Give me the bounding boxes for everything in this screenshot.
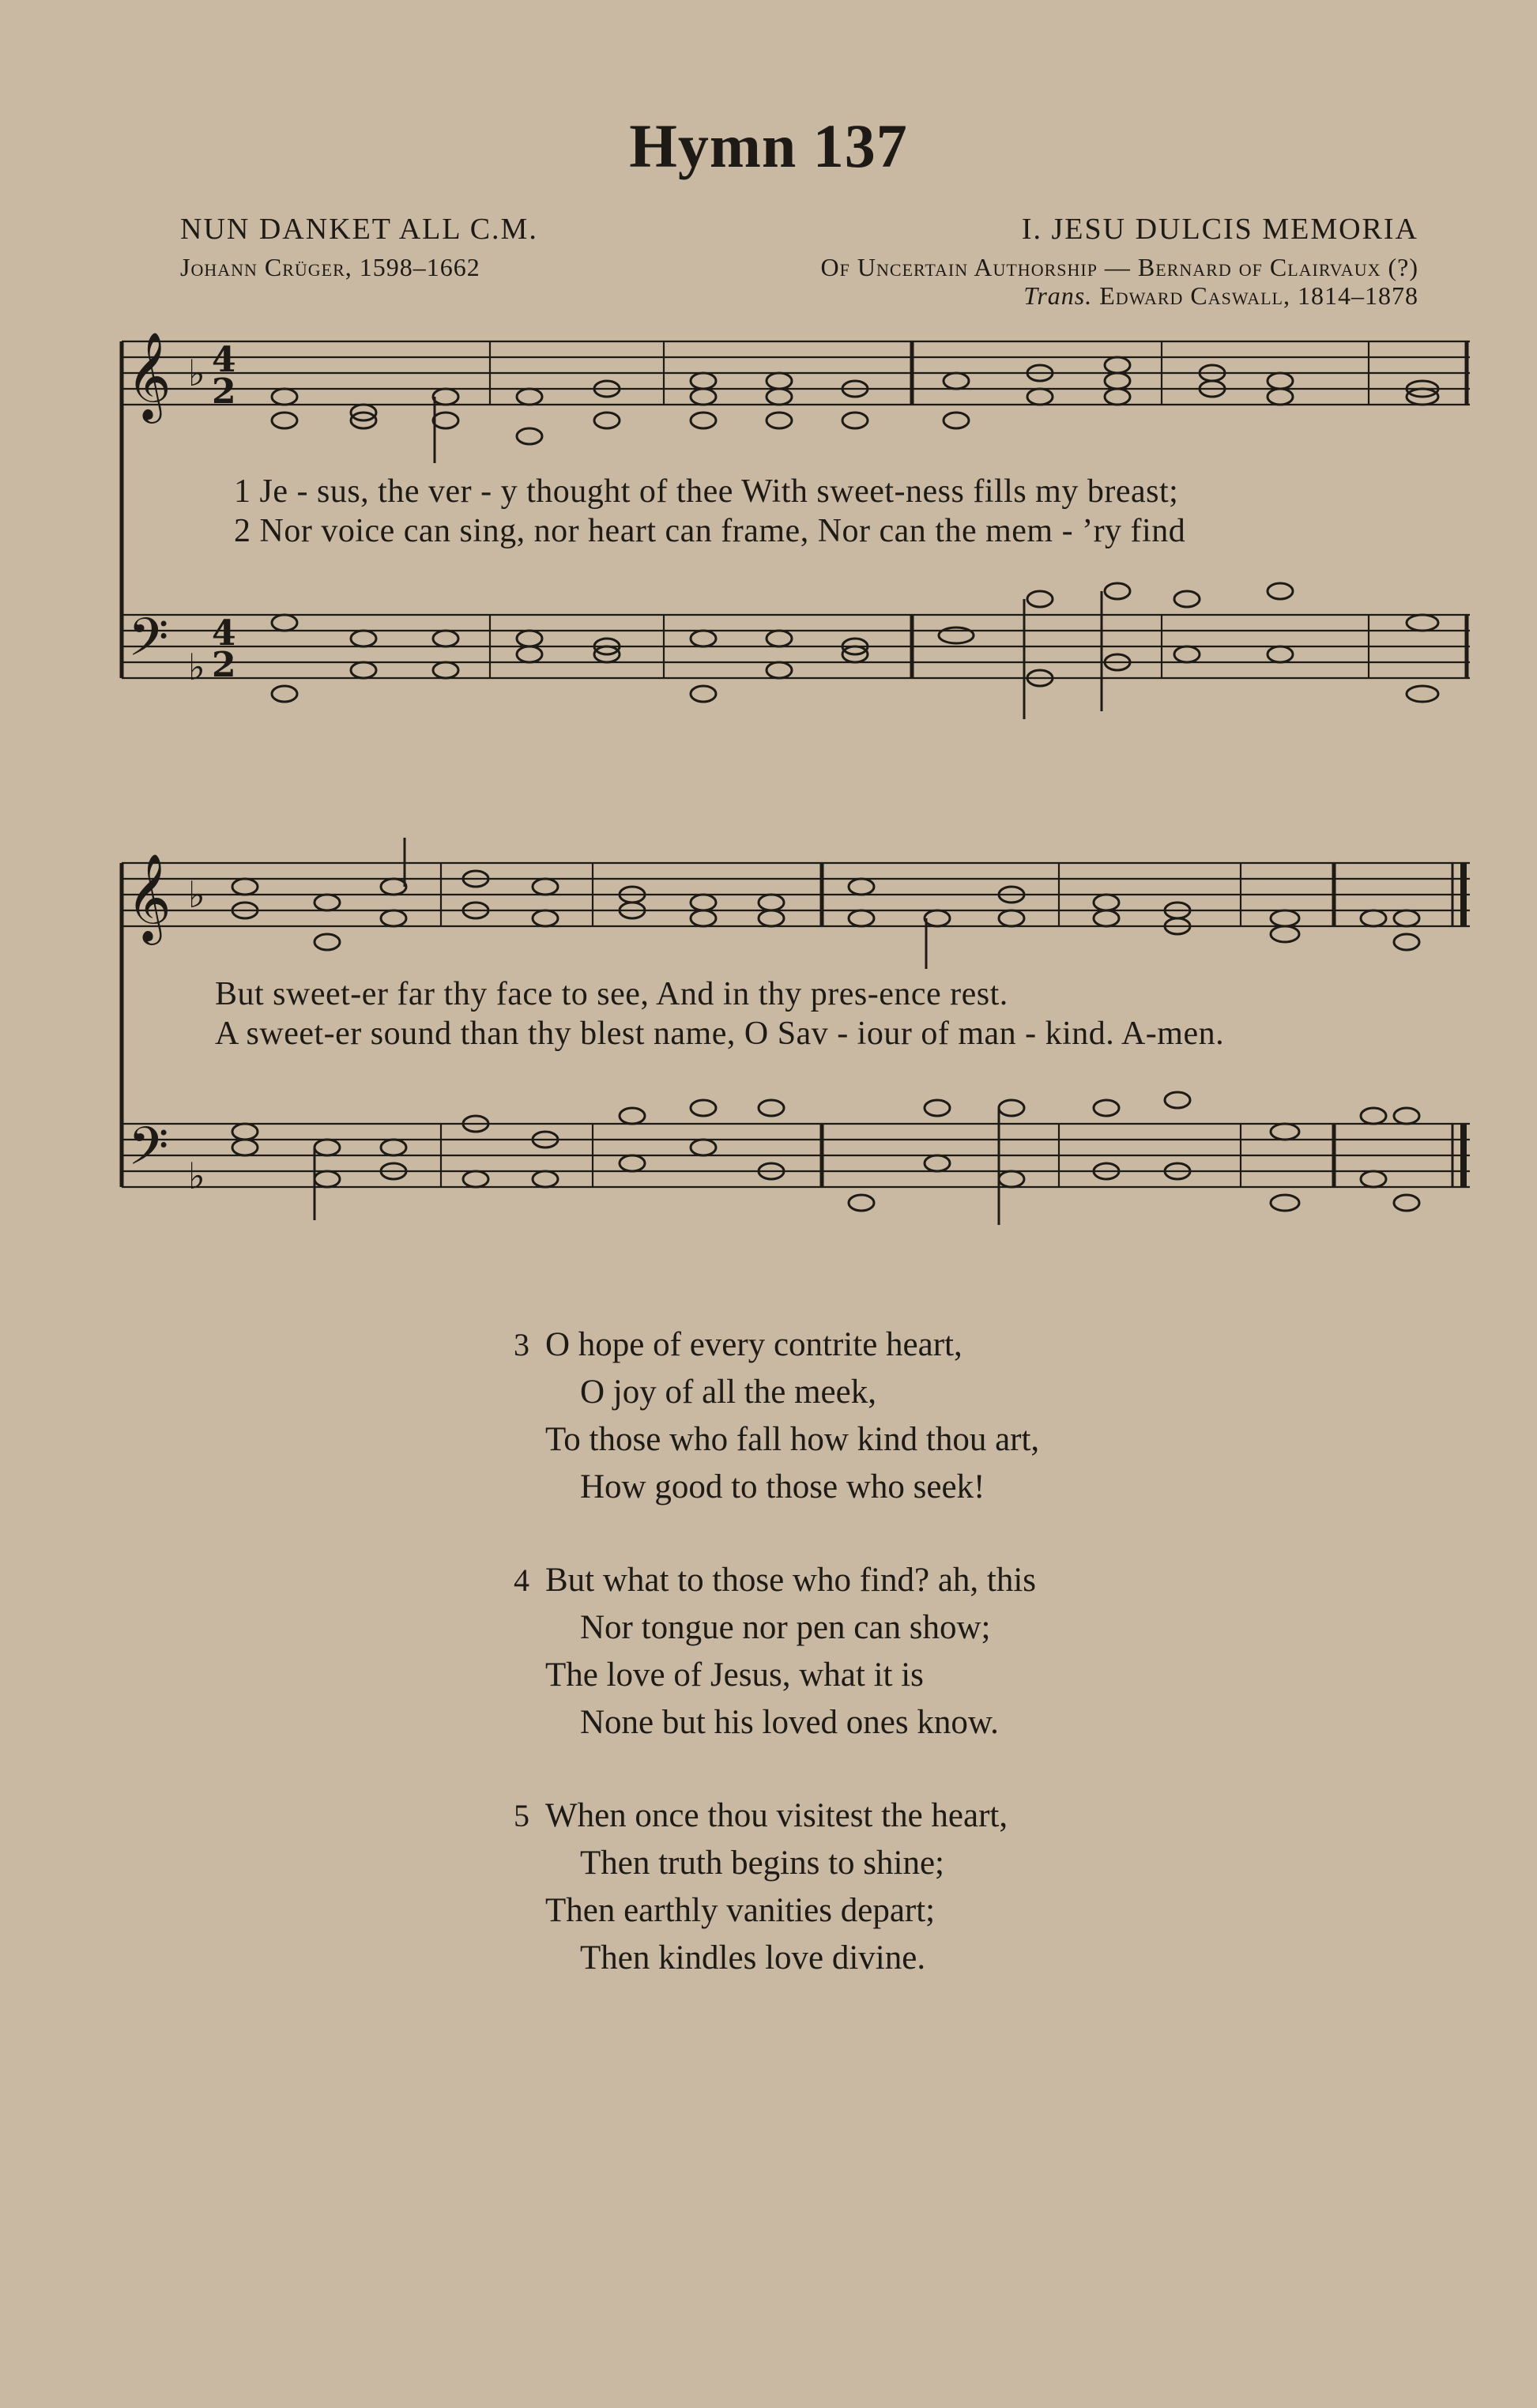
music-system-1 (119, 324, 1470, 735)
stanza-3 (514, 1321, 1039, 1511)
svg-text:♭: ♭ (188, 873, 205, 916)
additional-stanzas (514, 1321, 1039, 2028)
music-system-2 (119, 830, 1470, 1241)
stanza-4 (514, 1557, 1039, 1747)
text-author: Of Uncertain Authorship — Bernard of Clairvaux (?) (820, 253, 1418, 281)
stanza-line: O joy of all the meek, (580, 1374, 876, 1411)
svg-text:♭: ♭ (188, 646, 205, 688)
stanza-line: Then earthly vanities depart; (545, 1892, 936, 1929)
stanza-5 (514, 1792, 1039, 1982)
treble-clef-icon: 𝄞 (126, 853, 171, 941)
stanza-line (514, 1792, 1039, 1840)
time-sig-top-2: 4 (212, 613, 236, 654)
lyric-line-1-verse-1: 1 Je - sus, the ver - y thought of thee With sweet-ness fills my breast; (234, 473, 1179, 510)
stanza-text: But what to those who find? ah, this (545, 1562, 1037, 1599)
stanza-line: None but his loved ones know. (580, 1704, 999, 1741)
svg-text:♭: ♭ (188, 352, 205, 394)
composer: Johann Crüger, 1598–1662 (180, 253, 480, 281)
bass-clef-icon: 𝄢 (128, 607, 169, 680)
bass-clef-icon: 𝄢 (128, 1116, 169, 1189)
translator-prefix: Trans. (1023, 281, 1093, 310)
text-title: I. JESU DULCIS MEMORIA (1021, 213, 1418, 246)
tune-name: NUN DANKET ALL C.M. (180, 213, 538, 246)
lyric-line-1-verse-2: 2 Nor voice can sing, nor heart can frame, Nor can the mem - ’ry find (234, 513, 1186, 549)
stanza-line: How good to those who seek! (580, 1468, 985, 1505)
time-sig-bottom-1: 2 (212, 371, 236, 412)
stanza-line (514, 1321, 1039, 1369)
translator-line (1023, 281, 1418, 311)
stanza-number: 4 (514, 1562, 529, 1598)
stanza-text: O hope of every contrite heart, (545, 1326, 963, 1363)
treble-clef-icon: 𝄞 (126, 331, 171, 420)
time-sig-top-1: 4 (212, 340, 236, 380)
stanza-line: Then kindles love divine. (580, 1939, 926, 1977)
stanza-line: Nor tongue nor pen can show; (580, 1609, 991, 1646)
time-sig-bottom-2: 2 (212, 645, 236, 685)
hymn-title: Hymn 137 (629, 111, 908, 180)
lyric-line-2-verse-2: A sweet-er sound than thy blest name, O Sav - iour of man - kind. A-men. (215, 1016, 1225, 1052)
stanza-text: When once thou visitest the heart, (545, 1797, 1008, 1834)
translator-name: Edward Caswall, 1814–1878 (1099, 281, 1418, 310)
stanza-line: To those who fall how kind thou art, (545, 1421, 1040, 1458)
stanza-line (514, 1557, 1039, 1604)
stanza-number: 3 (514, 1327, 529, 1362)
svg-text:♭: ♭ (188, 1155, 205, 1197)
lyric-line-2-verse-1: But sweet-er far thy face to see, And in thy pres-ence rest. (215, 976, 1008, 1012)
stanza-line: Then truth begins to shine; (580, 1845, 944, 1882)
stanza-number: 5 (514, 1798, 529, 1833)
bass-notes-1 (272, 583, 1438, 719)
stanza-line: The love of Jesus, what it is (545, 1656, 924, 1694)
